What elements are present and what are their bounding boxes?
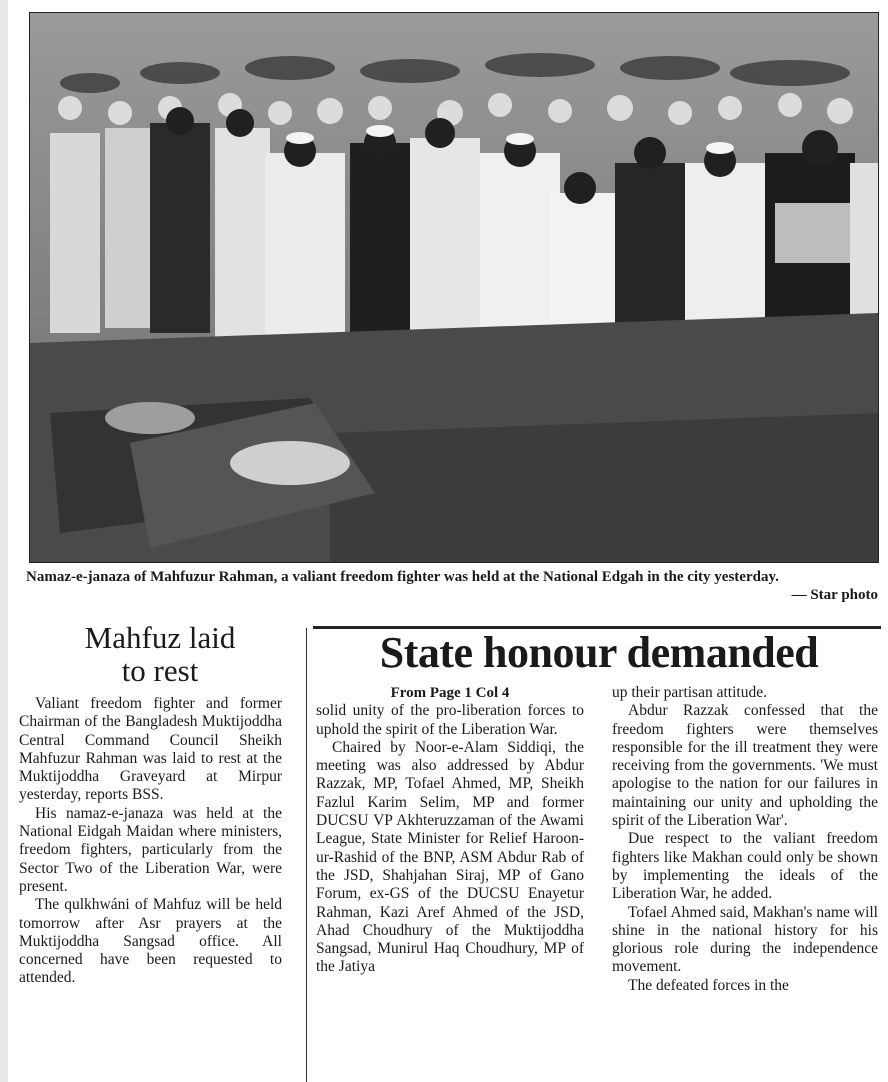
left-article-body xyxy=(19,695,282,988)
photo-illustration xyxy=(30,13,878,562)
main-col2-paragraph-2: Abdur Razzak confessed that the freedom fighters were themselves responsible for the ill treatment they were receiving from the governments. 'We must apologise to the nation for our failures in maintaining our unity and upholding the spirit of the Liberation War'. xyxy=(612,702,878,830)
left-paragraph-3: The qulkhwáni of Mahfuz will be held tomorrow after Asr prayers at the Muktijoddha Sangsad office. All concerned have been requested to attended. xyxy=(19,896,282,987)
left-paragraph-1: Valiant freedom fighter and former Chairman of the Bangladesh Muktijoddha Central Command Council Sheikh Mahfuzur Rahman was laid to rest at the Muktijoddha Graveyard at Mirpur yesterday, reports BSS. xyxy=(19,695,282,804)
left-article-headline xyxy=(20,621,300,687)
caption-text: Namaz-e-janaza of Mahfuzur Rahman, a valiant freedom fighter was held at the National Edgah in the city yesterday. xyxy=(26,569,779,585)
main-col2-paragraph-5: The defeated forces in the xyxy=(628,976,789,994)
main-col1-paragraph-2: Chaired by Noor-e-Alam Siddiqi, the meeting was also addressed by Abdur Razzak, MP, Tofael Ahmed, MP, Sheikh Fazlul Karim Selim, MP and former DUCSU VP Akhteruzzaman of the Awami League, State Minister for Relief Haroon-ur-Rashid of the BNP, ASM Abdur Rab of the JSD, Shahjahan Siraj, MP of Gano Forum, ex-GS of the DUCSU Enayetur Rahman, Kazi Aref Ahmed of the JSD, Ahad Choudhury of the Muktijoddha Sangsad, Munirul Haq Choudhury, MP of the Jatiya xyxy=(316,738,584,976)
main-article-headline: State honour demanded xyxy=(379,628,819,677)
main-col2-paragraph-1: up their partisan attitude. xyxy=(612,684,767,701)
left-paragraph-2: His namaz-e-janaza was held at the National Eidgah Maidan where ministers, freedom fighters, particularly from the Sector Two of the Liberation War, were present. xyxy=(19,804,282,895)
left-headline-line2: to rest xyxy=(121,653,199,688)
main-article-column-1 xyxy=(316,684,584,977)
photo-credit: — Star photo xyxy=(791,587,878,603)
main-article-column-2 xyxy=(612,684,878,995)
main-col2-paragraph-4: Tofael Ahmed said, Makhan's name will shine in the national history for his glorious role during the independence movement. xyxy=(612,903,878,976)
page-edge xyxy=(0,0,8,1082)
main-col1-paragraph-1: solid unity of the pro-liberation forces to uphold the spirit of the Liberation War. xyxy=(316,702,584,738)
funeral-prayer-photo xyxy=(29,12,879,563)
column-divider xyxy=(306,628,307,1082)
left-headline-line1: Mahfuz laid xyxy=(84,620,236,655)
main-col2-paragraph-3: Due respect to the valiant freedom fighters like Makhan could only be shown by implementing the ideals of the Liberation War, he added. xyxy=(612,830,878,903)
dateline: From Page 1 Col 4 xyxy=(390,685,510,701)
photo-caption xyxy=(26,568,878,604)
